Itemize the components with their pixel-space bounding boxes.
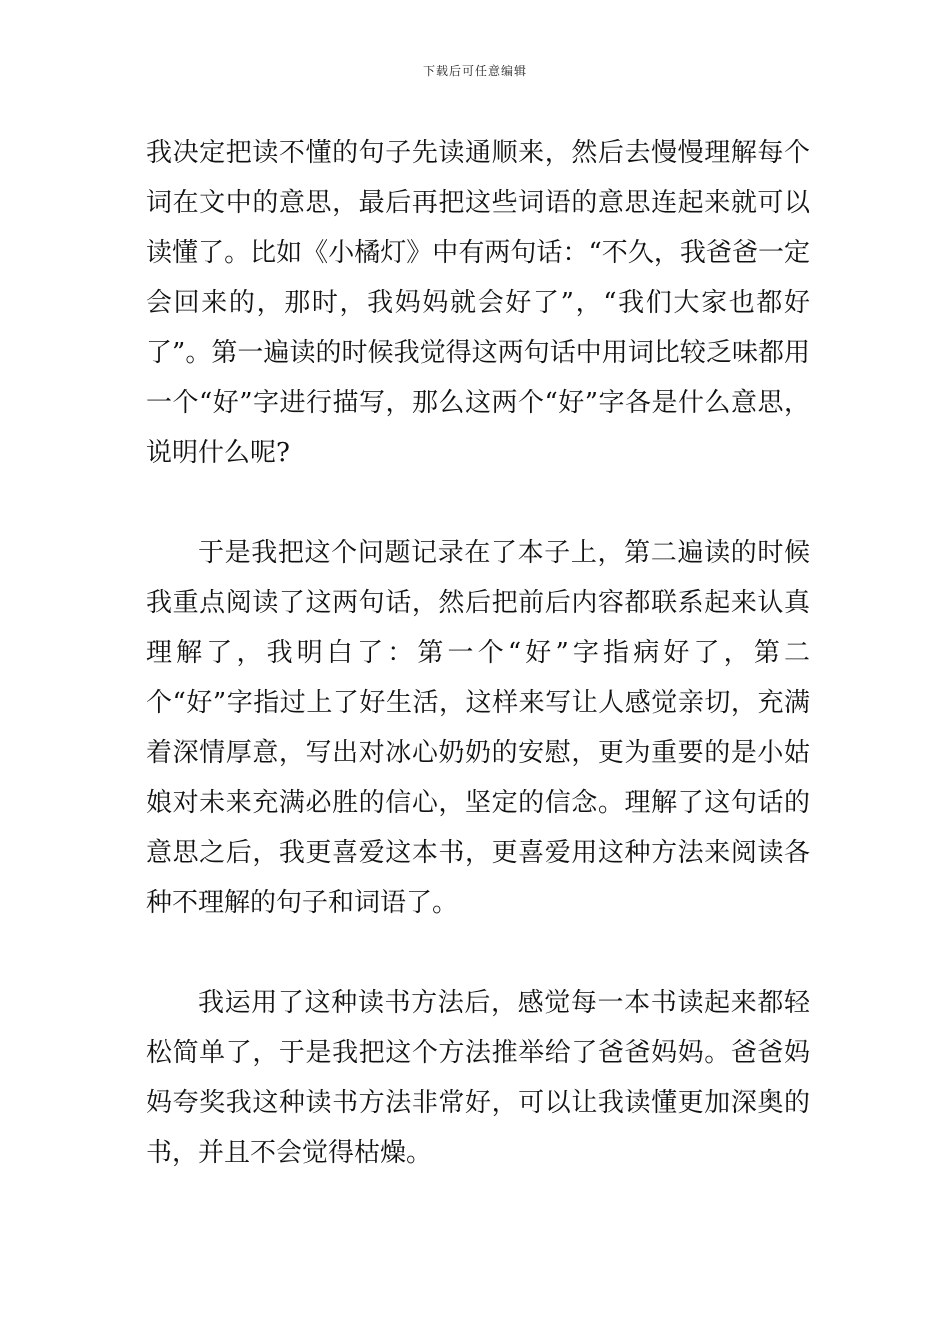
page-header: 下载后可任意编辑 (422, 64, 527, 78)
paragraph-1: 我决定把读不懂的句子先读通顺来，然后去慢慢理解每个词在文中的意思，最后再把这些词语的意思连起来就可以读懂了。比如《小橘灯》中有两句话：“不久，我爸爸一定会回来的，那时，我妈妈就会好了”，“我们大家也都好了”。第一遍读的时候我觉得这两句话中用词比较乏味都用一个“好”字进行描写，那么这两个“好”字各是什么意思，说明什么呢? (146, 138, 810, 468)
paragraph-2: 于是我把这个问题记录在了本子上，第二遍读的时候我重点阅读了这两句话，然后把前后内容都联系起来认真理解了，我明白了：第一个“好”字指病好了，第二个“好”字指过上了好生活，这样来写让人感觉亲切，充满着深情厚意，写出对冰心奶奶的安慰，更为重要的是小姑娘对未来充满必胜的信心，坚定的信念。理解了这句话的意思之后，我更喜爱这本书，更喜爱用这种方法来阅读各种不理解的句子和词语了。 (146, 538, 810, 918)
paragraph-3: 我运用了这种读书方法后，感觉每一本书读起来都轻松简单了，于是我把这个方法推举给了爸爸妈妈。爸爸妈妈夸奖我这种读书方法非常好，可以让我读懂更加深奥的书，并且不会觉得枯燥。 (146, 988, 810, 1168)
document-body (146, 128, 810, 1178)
